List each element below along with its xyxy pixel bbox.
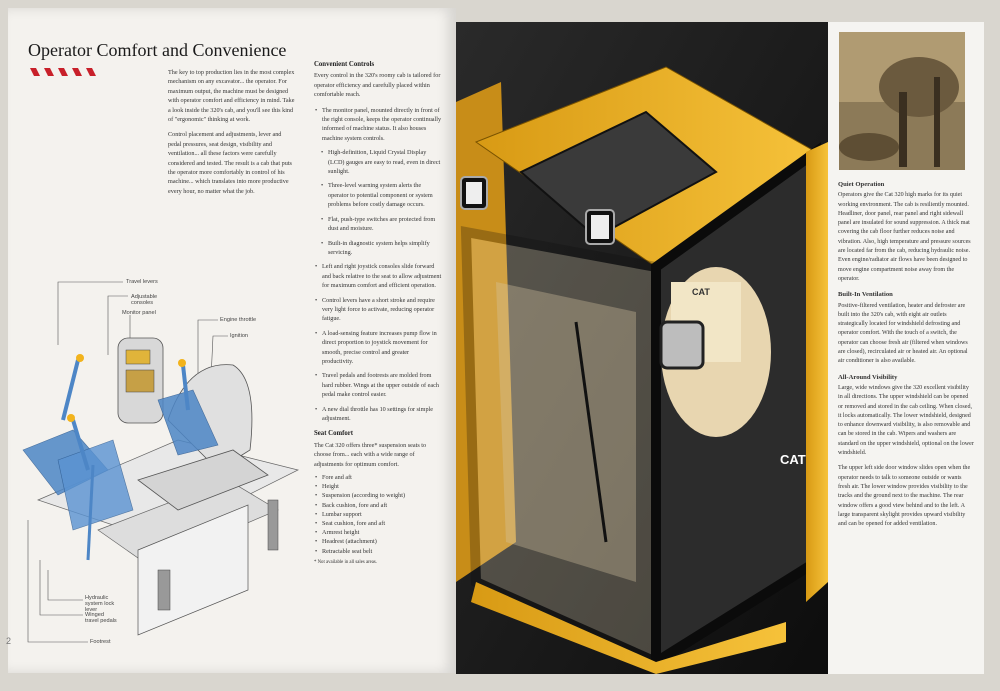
list-item: • Left and right joystick consoles slide forward and back relative to the seat to allow adjustment for maximum comfort and efficient operation. xyxy=(322,262,442,290)
label-monitor-panel: Monitor panel xyxy=(122,310,156,316)
quiet-operation-text: Operators give the Cat 320 high marks for its quiet working environment. The cab is resiliently mounted. Headliner, door panel, rear panel and right sidewall panel are insulated for sound suppression. A thick mat covering the cab floor further reduces noise and vibration. Also, high temperature and pressure sources are located far from the cab, reducing hydraulic noise. Even engine/radiator air flows have been designed to move engine compartment noise away from the operator. xyxy=(838,192,971,282)
label-hydraulic-lock-lever: Hydraulic system lock lever xyxy=(85,595,115,613)
list-item: • Control levers have a short stroke and require very light force to activate, reducing operator fatigue. xyxy=(322,296,442,324)
chevron-icon xyxy=(86,68,96,76)
worksite-inset-image xyxy=(839,32,965,170)
quiet-operation-heading: Quiet Operation xyxy=(838,181,885,188)
seat-adjustment-list xyxy=(314,473,442,556)
chevron-icon xyxy=(58,68,68,76)
footnote: * Not available in all sales areas. xyxy=(314,559,378,565)
label-footrest: Footrest xyxy=(90,639,111,645)
list-item: • Height xyxy=(322,482,442,491)
list-item: • Travel pedals and footrests are molded from hard rubber. Wings at the upper outside of each pedal make control easier. xyxy=(322,371,442,399)
intro-paragraph: The key to top production lies in the most complex mechanism on any excavator... the operator. For maximum output, the machine must be designed with operator comfort and efficiency in mind. Take a look inside the 320's cab, and you'll see this kind of "ergonomic" thinking at work. xyxy=(168,69,295,124)
page-number: 2 xyxy=(6,636,12,646)
cab-photo xyxy=(456,22,828,674)
visibility-text: Large, wide windows give the 320 excellent visibility in all directions. The upper windshield can be opened or removed and stored in the cab ceiling. When closed, it locks automatically. The lower windshield, designed to enhance downward visibility, is also removable and can be stored in the cab. Wipers and washers are standard on the upper windshield, optional on the lower windshield. xyxy=(838,384,974,457)
label-winged-travel-pedals: Winged travel pedals xyxy=(85,612,117,624)
intro-column xyxy=(168,68,296,202)
label-engine-throttle: Engine throttle xyxy=(220,317,257,323)
list-item: • High-definition, Liquid Crystal Display (LCD) gauges are easy to read, even in direct sunlight. xyxy=(328,148,442,176)
list-item: • The monitor panel, mounted directly in front of the right console, keeps the operator continually informed of machine status. It also houses machine system controls. xyxy=(322,106,442,144)
visibility-heading: All-Around Visibility xyxy=(838,373,898,381)
label-ignition: Ignition xyxy=(230,333,249,339)
ventilation-text: Positive-filtered ventilation, heater and defroster are built into the 320's cab, with eight air outlets strategically located for windshield defrosting and operator comfort. With the touch of a switch, the operator can choose fresh air (filtered when windows are closed), recirculated air or heated air. An optional air conditioner is also available. xyxy=(838,302,968,365)
list-item: • A new dial throttle has 10 settings for simple adjustment. xyxy=(322,405,442,424)
label-travel-levers: Travel levers xyxy=(126,279,158,285)
list-item: • Built-in diagnostic system helps simplify servicing. xyxy=(328,239,442,258)
list-item: • Headrest (attachment) xyxy=(322,537,442,546)
controls-column xyxy=(314,60,442,567)
intro-paragraph: Control placement and adjustments, lever and pedal pressures, seat design, visibility and ventilation... all these factors were carefully considered and tested. The result is a cab that puts the operator more comfortably in control of his machine... which translates into more productive every hour, no matter what the job. xyxy=(168,131,292,195)
list-item: • Retractable seat belt xyxy=(322,547,442,556)
list-item: • Three-level warning system alerts the operator to potential component or system problems before costly damage occurs. xyxy=(328,181,442,209)
controls-bullet-list xyxy=(314,106,442,424)
list-item: • Seat cushion, fore and aft xyxy=(322,519,442,528)
chevron-icon xyxy=(72,68,82,76)
cab-badge-outer: CAT xyxy=(780,452,806,467)
chevron-icon xyxy=(44,68,54,76)
list-item: • Flat, push-type switches are protected from dust and moisture. xyxy=(328,215,442,234)
chevron-decoration xyxy=(30,68,96,76)
excavator-cab-image xyxy=(456,22,828,674)
chevron-icon xyxy=(30,68,40,76)
convenient-controls-intro: Every control in the 320's roomy cab is tailored for operator efficiency and carefully placed within comfortable reach. xyxy=(314,72,441,99)
list-item: • Back cushion, fore and aft xyxy=(322,501,442,510)
seat-comfort-heading: Seat Comfort xyxy=(314,430,354,438)
cab-badge-inner: CAT xyxy=(692,287,710,297)
cab-controls-illustration xyxy=(18,270,313,670)
list-item: • Fore and aft xyxy=(322,473,442,482)
list-item: • Suspension (according to weight) xyxy=(322,491,442,500)
list-item: • A load-sensing feature increases pump flow in direct proportion to joystick movement for smooth, precise control and greater productivity. xyxy=(322,329,442,367)
inset-photo xyxy=(839,32,965,170)
list-item: • Lumbar support xyxy=(322,510,442,519)
ventilation-heading: Built-In Ventilation xyxy=(838,291,893,299)
label-adjustable-consoles: Adjustable consoles xyxy=(131,294,158,306)
convenient-controls-heading: Convenient Controls xyxy=(314,61,375,68)
page-title: Operator Comfort and Convenience xyxy=(28,40,287,60)
seat-console-drawing xyxy=(18,270,313,670)
list-item: • Armrest height xyxy=(322,528,442,537)
left-page xyxy=(8,8,456,673)
right-text-column xyxy=(838,180,974,535)
right-page xyxy=(456,22,984,674)
visibility-text: The upper left side door window slides open when the operator needs to talk to someone outside or wants fresh air. The lower window provides visibility to the tracks and the ground next to the machine. The rear window offers a good view behind and to the left. A large transparent skylight provides upward visibility and can be opened for added ventilation. xyxy=(838,465,971,528)
seat-comfort-intro: The Cat 320 offers three* suspension seats to choose from... each with a wide range of adjustments for optimum comfort. xyxy=(314,441,427,468)
